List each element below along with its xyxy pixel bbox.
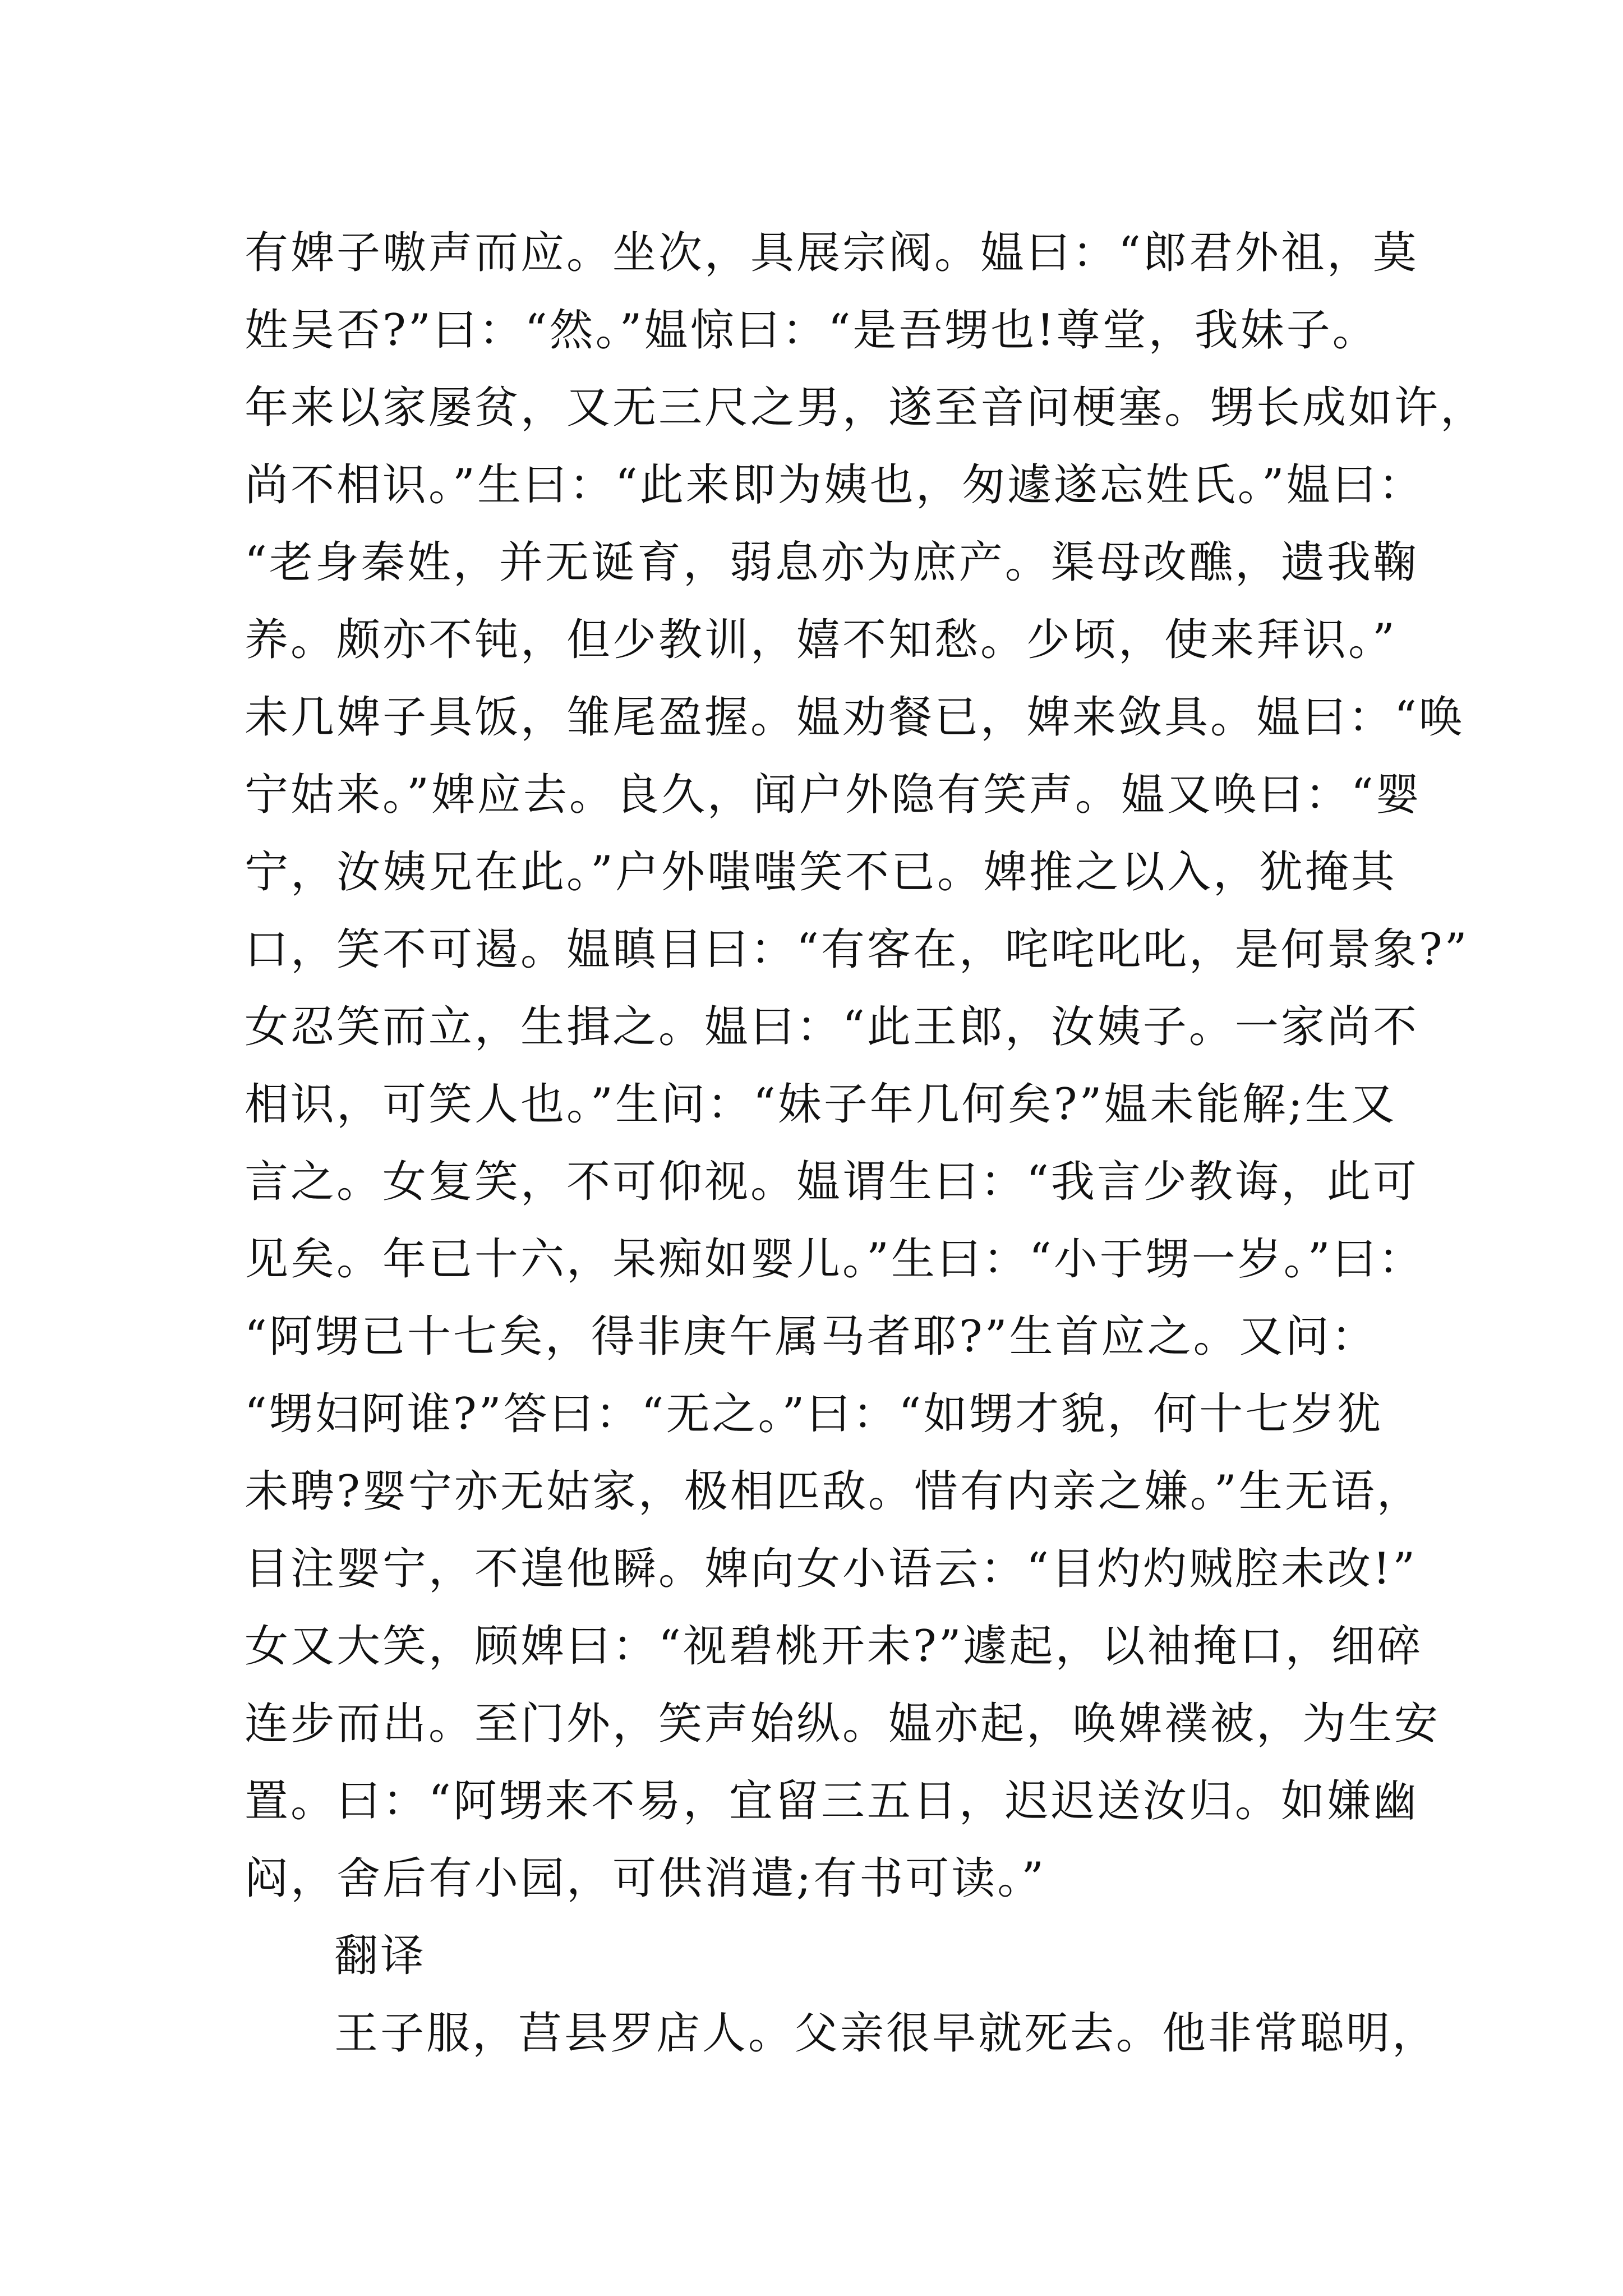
document-body [245, 214, 1487, 2072]
text-line: 口，笑不可遏。媪瞋目曰：“有客在，咤咤叱叱，是何景象?” [245, 924, 1469, 975]
text-line: 闷，舍后有小园，可供消遣;有书可读。” [245, 1853, 1046, 1904]
text-line: “甥妇阿谁?”答曰：“无之。”曰：“如甥才貌，何十七岁犹 [245, 1389, 1384, 1439]
translation-paragraph-line: 王子服，莒县罗店人。父亲很早就死去。他非常聪明， [334, 2008, 1438, 2059]
text-line: 连步而出。至门外，笑声始纵。媪亦起，唤婢襆被，为生安 [245, 1699, 1441, 1749]
text-line: 年来以家屡贫，又无三尺之男，遂至音问梗塞。甥长成如许， [245, 383, 1487, 433]
text-line: 尚不相识。”生曰：“此来即为姨也，匆遽遂忘姓氏。”媪曰： [245, 460, 1424, 510]
text-line: 有婢子嗷声而应。坐次，具展宗阀。媪曰：“郎君外祖，莫 [245, 228, 1419, 278]
text-line: 女忍笑而立，生揖之。媪曰：“此王郎，汝姨子。一家尚不 [245, 1002, 1419, 1052]
text-line: 养。颇亦不钝，但少教训，嬉不知愁。少顷，使来拜识。” [245, 615, 1397, 665]
text-line: 未几婢子具饭，雏尾盈握。媪劝餐已，婢来敛具。媪曰：“唤 [245, 692, 1465, 743]
text-line: 相识，可笑人也。”生问：“妹子年几何矣?”媪未能解;生又 [245, 1079, 1397, 1130]
text-line: “老身秦姓，并无诞育，弱息亦为庶产。渠母改醮，遗我鞠 [245, 537, 1419, 588]
text-line: 言之。女复笑，不可仰视。媪谓生曰：“我言少教诲，此可 [245, 1157, 1419, 1207]
text-line: 姓吴否?”曰：“然。”媪惊曰：“是吾甥也!尊堂，我妹子。 [245, 305, 1378, 356]
text-line: 置。曰：“阿甥来不易，宜留三五日，迟迟送汝归。如嫌幽 [245, 1776, 1419, 1826]
text-line: 女又大笑，顾婢曰：“视碧桃开未?”遽起，以袖掩口，细碎 [245, 1621, 1423, 1672]
text-line: 未聘?婴宁亦无姑家，极相匹敌。惜有内亲之嫌。”生无语， [245, 1466, 1423, 1517]
text-line: 目注婴宁，不遑他瞬。婢向女小语云：“目灼灼贼腔未改!” [245, 1544, 1418, 1594]
section-heading: 翻译 [334, 1931, 427, 1981]
text-line: 见矣。年已十六，呆痴如婴儿。”生曰：“小于甥一岁。”曰： [245, 1234, 1424, 1285]
text-line: “阿甥已十七矣，得非庚午属马者耶?”生首应之。又问： [245, 1312, 1377, 1362]
text-line: 宁姑来。”婢应去。良久，闻户外隐有笑声。媪又唤曰：“婴 [245, 770, 1422, 820]
text-line: 宁，汝姨兄在此。”户外嗤嗤笑不已。婢推之以入，犹掩其 [245, 847, 1397, 898]
